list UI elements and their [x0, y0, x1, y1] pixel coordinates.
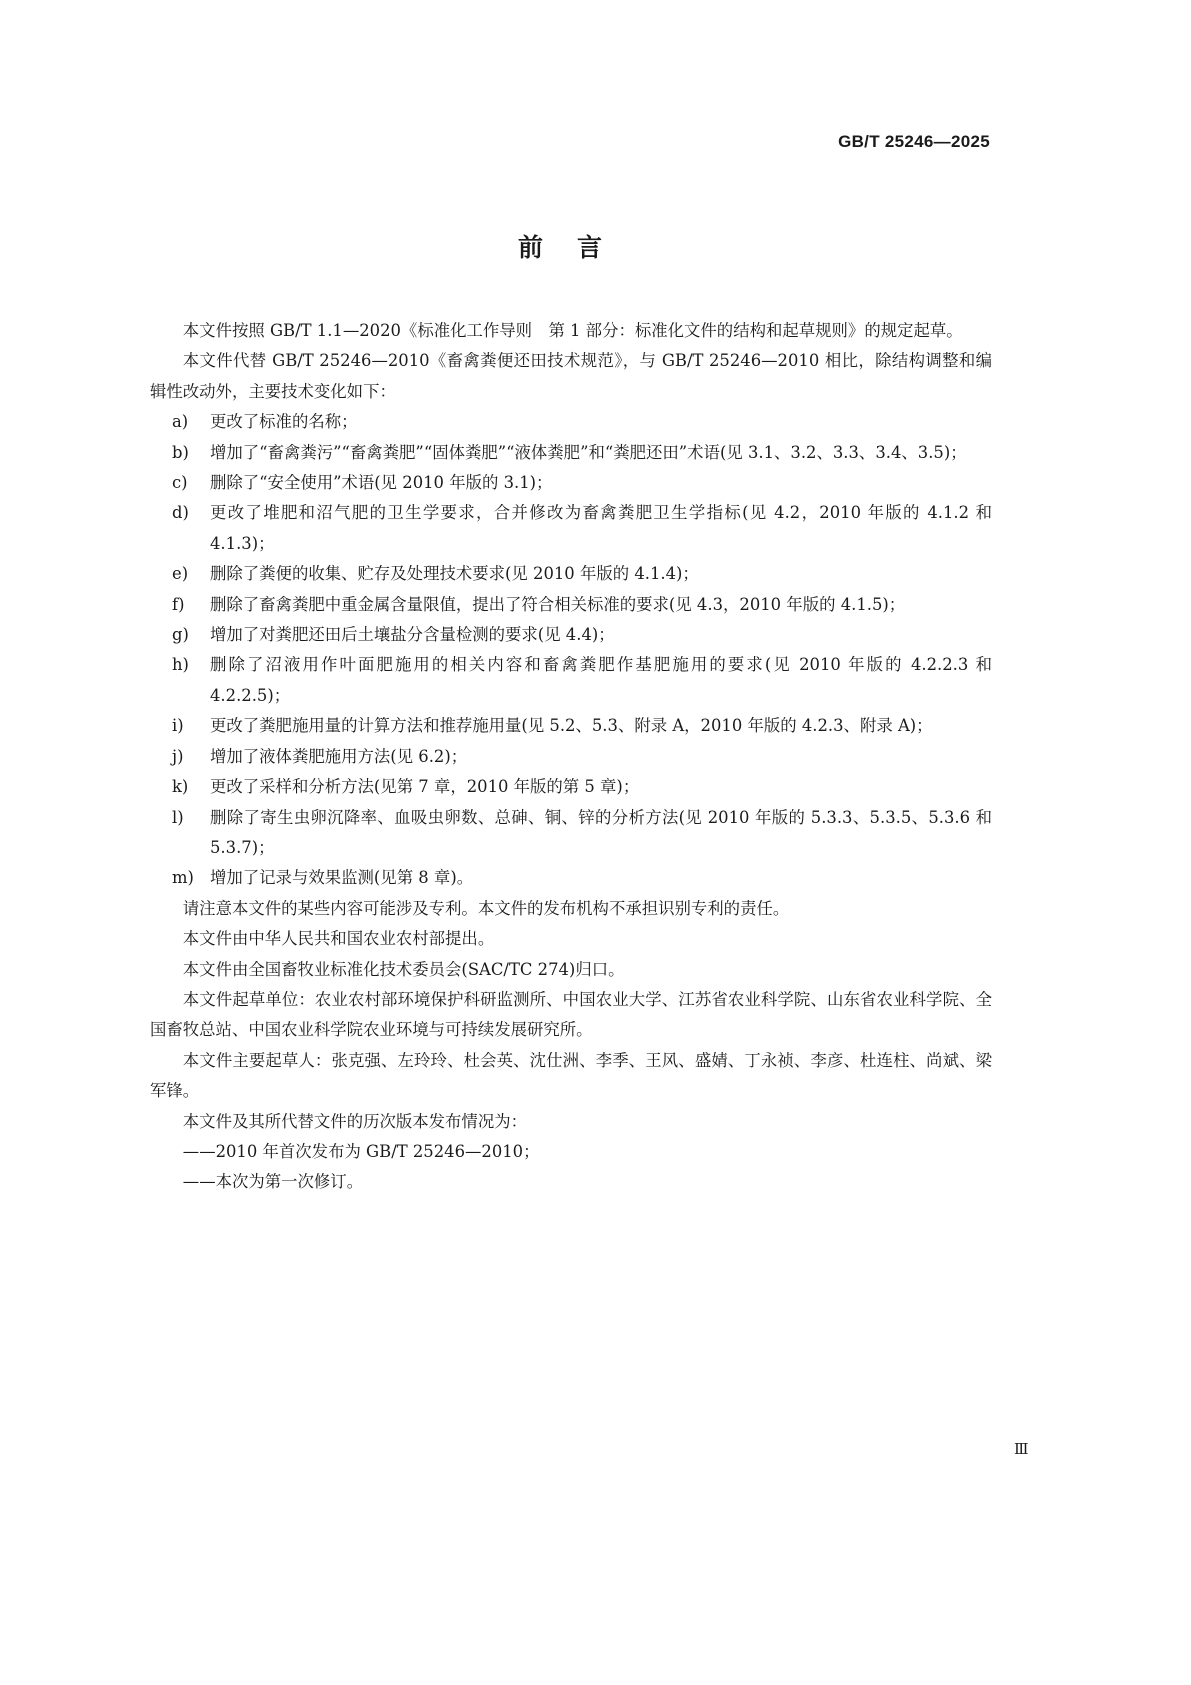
change-item-text: 更改了堆肥和沼气肥的卫生学要求，合并修改为畜禽粪肥卫生学指标(见 4.2，2010 年版的 4.1.2 和 4.1.3)； — [210, 503, 992, 553]
change-item-text: 删除了寄生虫卵沉降率、血吸虫卵数、总砷、铜、锌的分析方法(见 2010 年版的 5.3.3、5.3.5、5.3.6 和 5.3.7)； — [210, 807, 992, 857]
paragraph: 本文件由全国畜牧业标准化技术委员会(SAC/TC 274)归口。 — [182, 959, 625, 979]
change-item-label: h) — [172, 655, 189, 675]
document-number: GB/T 25246—2025 — [838, 132, 990, 151]
change-item-label: m) — [172, 868, 194, 888]
change-item-text: 删除了沼液用作叶面肥施用的相关内容和畜禽粪肥作基肥施用的要求(见 2010 年版的 4.2.2.3 和 4.2.2.5)； — [210, 655, 992, 705]
change-item-text: 更改了采样和分析方法(见第 7 章，2010 年版的第 5 章)； — [210, 777, 640, 797]
paragraph: 请注意本文件的某些内容可能涉及专利。本文件的发布机构不承担识别专利的责任。 — [182, 898, 790, 918]
change-item-label: g) — [172, 625, 189, 645]
change-item — [150, 650, 992, 711]
change-item-text: 删除了粪便的收集、贮存及处理技术要求(见 2010 年版的 4.1.4)； — [210, 564, 699, 584]
paragraph: 本文件由中华人民共和国农业农村部提出。 — [182, 929, 495, 949]
paragraph: 本文件起草单位：农业农村部环境保护科研监测所、中国农业大学、江苏省农业科学院、山东省农业科学院、全国畜牧总站、中国农业科学院农业环境与可持续发展研究所。 — [150, 989, 992, 1040]
change-item-text: 增加了对粪肥还田后土壤盐分含量检测的要求(见 4.4)； — [210, 625, 615, 645]
change-item-label: d) — [172, 503, 189, 523]
change-item — [150, 468, 992, 498]
change-item-label: f) — [172, 594, 185, 614]
change-item-text: 更改了粪肥施用量的计算方法和推荐施用量(见 5.2、5.3、附录 A，2010 年版的 4.2.3、附录 A)； — [210, 716, 933, 736]
history-item: ——本次为第一次修订。 — [182, 1172, 364, 1192]
change-item-label: i) — [172, 716, 184, 736]
change-item — [150, 620, 992, 650]
paragraph: 本文件按照 GB/T 1.1—2020《标准化工作导则 第 1 部分：标准化文件的结构和起草规则》的规定起草。 — [182, 321, 963, 340]
change-item-text: 删除了“安全使用”术语(见 2010 年版的 3.1)； — [210, 473, 553, 493]
change-item — [150, 559, 992, 589]
change-item-text: 增加了“畜禽粪污”“畜禽粪肥”“固体粪肥”“液体粪肥”和“粪肥还田”术语(见 3.1、3.2、3.3、3.4、3.5)； — [210, 442, 967, 462]
change-item — [150, 711, 992, 741]
page-number: Ⅲ — [1014, 1440, 1029, 1458]
change-item — [150, 742, 992, 772]
history-item: ——2010 年首次发布为 GB/T 25246—2010； — [182, 1141, 540, 1161]
change-item-label: j) — [172, 746, 184, 766]
change-item — [150, 498, 992, 559]
paragraph: 本文件及其所代替文件的历次版本发布情况为： — [182, 1111, 527, 1131]
change-item-label: b) — [172, 442, 189, 462]
change-item-text: 更改了标准的名称； — [210, 412, 358, 432]
foreword-body — [150, 316, 992, 1198]
change-item — [150, 863, 992, 893]
changes-list — [150, 407, 992, 894]
paragraph: 本文件主要起草人：张克强、左玲玲、杜会英、沈仕洲、李季、王风、盛婧、丁永祯、李彦、杜连柱、尚斌、梁军锋。 — [150, 1050, 992, 1101]
change-item — [150, 803, 992, 864]
change-item — [150, 438, 992, 468]
paragraph: 本文件代替 GB/T 25246—2010《畜禽粪便还田技术规范》，与 GB/T 25246—2010 相比，除结构调整和编辑性改动外，主要技术变化如下： — [150, 351, 992, 401]
change-item-text: 删除了畜禽粪肥中重金属含量限值，提出了符合相关标准的要求(见 4.3，2010 年版的 4.1.5)； — [210, 594, 906, 614]
change-item-text: 增加了液体粪肥施用方法(见 6.2)； — [210, 746, 468, 766]
page-title: 前言 — [517, 233, 636, 262]
change-item-label: k) — [172, 777, 189, 797]
change-item-text: 增加了记录与效果监测(见第 8 章)。 — [210, 868, 474, 888]
change-item-label: a) — [172, 412, 189, 432]
change-item-label: e) — [172, 564, 189, 584]
change-item — [150, 772, 992, 802]
change-item — [150, 407, 992, 437]
change-item — [150, 590, 992, 620]
change-item-label: c) — [172, 473, 188, 493]
change-item-label: l) — [172, 807, 184, 827]
